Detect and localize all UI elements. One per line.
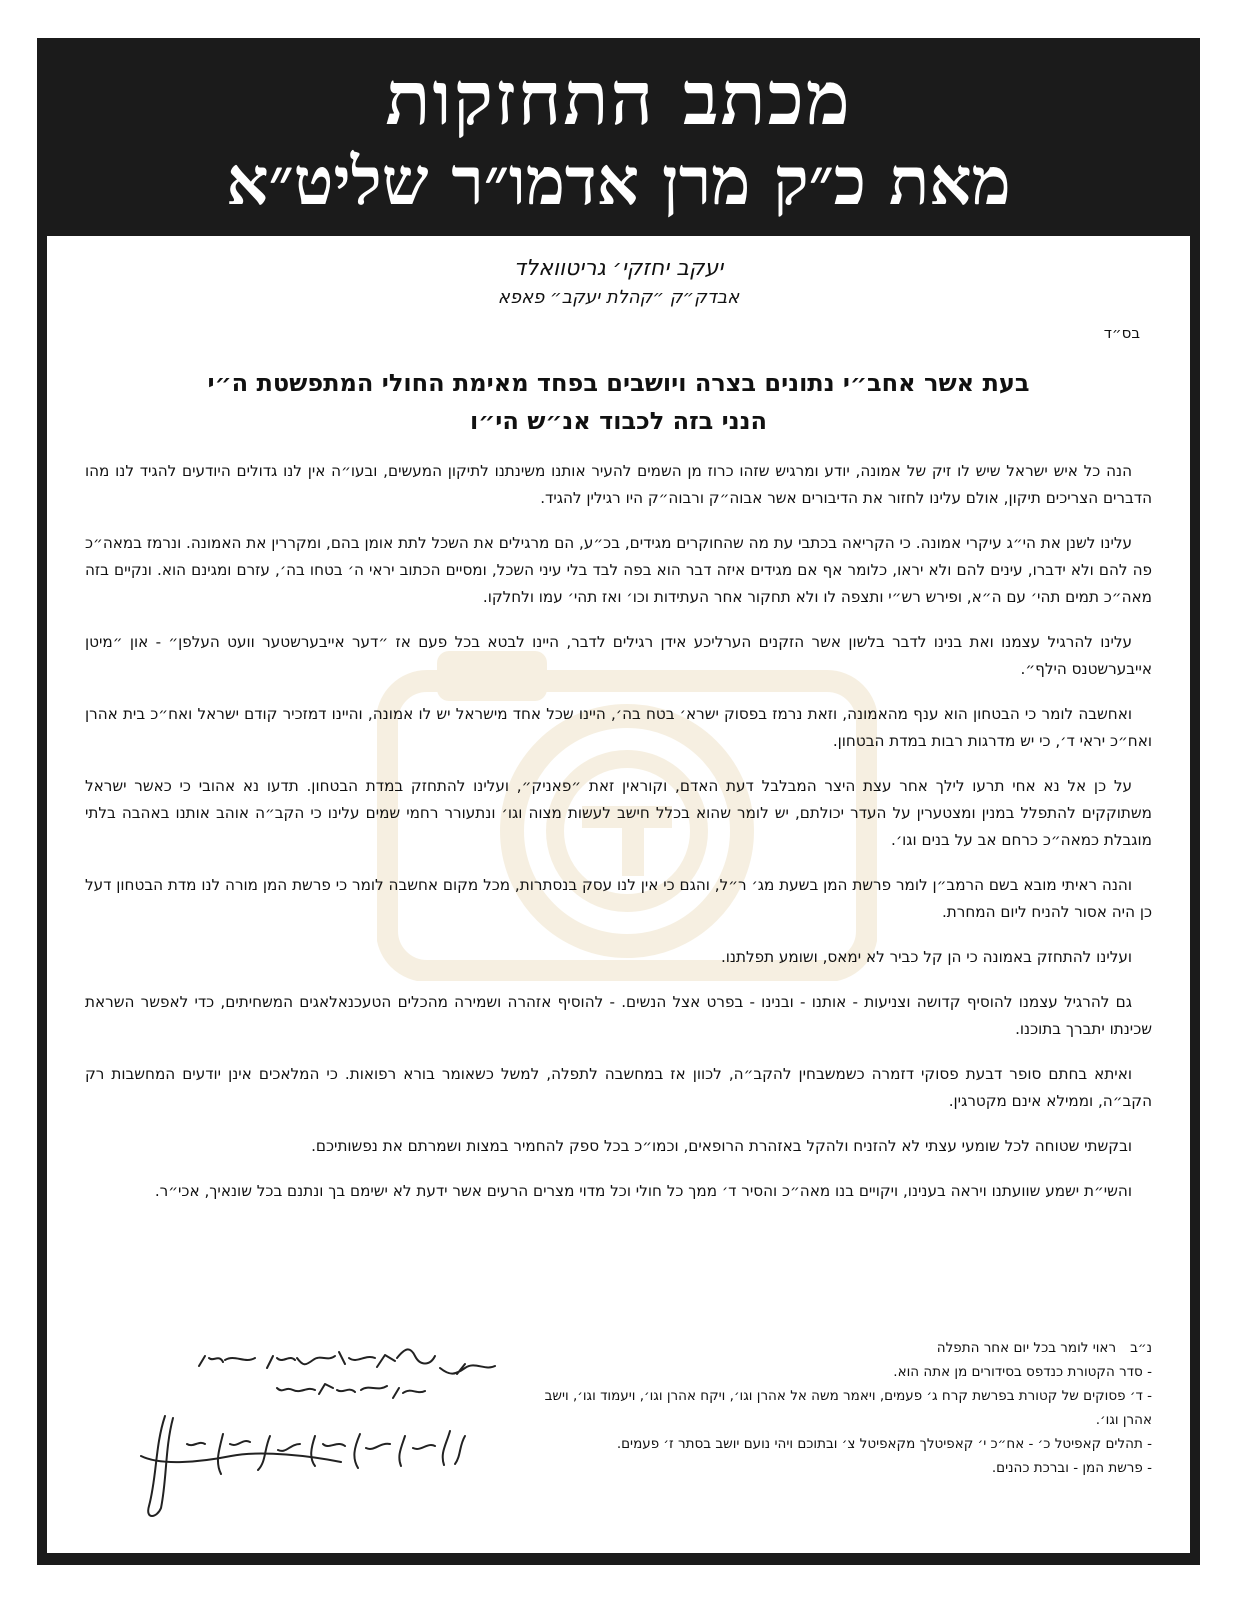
- list-item: - תהלים קאפיטל כ׳ - אח״כ י׳ קאפיטלך מקאפיטל צ׳ ובתוכם ויהי נועם יושב בסתר ז׳ פעמים.: [532, 1432, 1152, 1456]
- letter-footer: [85, 1336, 1152, 1536]
- letterhead: [47, 256, 1190, 308]
- paragraph: גם להרגיל עצמנו להוסיף קדושה וצניעות - אותנו - ובנינו - בפרט אצל הנשים. - להוסיף אזהרה ושמירה מהכלים הטעכנאלאגים המשחיתים, כדי לאפשר השראת שכינתו יתברך בתוכנו.: [85, 993, 1152, 1038]
- headline-line-1: בעת אשר אחב״י נתונים בצרה ויושבים בפחד מאימת החולי המתפשטת ה״י: [207, 369, 1030, 397]
- paragraph: הנה כל איש ישראל שיש לו זיק של אמונה, יודע ומרגיש שזהו כרוז מן השמים להעיר אותנו משינתנו לתיקון המעשים, ובעו״ה אין לנו גדולים היודעים להגיד לנו מהו הדברים הצריכים תיקון, אולם עלינו לחזור את הדיבורים אשר אבוה״ק ורבוה״ק היו רגילין להגיד.: [85, 462, 1152, 507]
- paragraph: והשי״ת ישמע שוועתנו ויראה בענינו, ויקויים בנו מאה״כ והסיר ד׳ ממך כל חולי וכל מדוי מצרים הרעים אשר ידעת לא ישימם בך ונתנם בכל שונאיך, אכי״ר.: [154, 1182, 1132, 1200]
- nb-text: ראוי לומר בכל יום אחר התפלה: [936, 1340, 1117, 1356]
- bsd-mark: בס״ד: [1103, 324, 1140, 342]
- document-frame: [37, 38, 1200, 1565]
- paragraph: ואחשבה לומר כי הבטחון הוא ענף מהאמונה, וזאת נרמז בפסוק ישרא׳ בטח בה׳, היינו שכל אחד מישראל יש לו אמונה, והיינו דמזכיר קודם ישראל ואח״כ בית אהרן ואח״כ יראי ד׳, כי יש מדרגות רבות במדת הבטחון.: [85, 705, 1152, 750]
- postscript-notes: [532, 1336, 1152, 1480]
- page-title: מכתב התחזקות: [385, 56, 852, 142]
- header-banner: [37, 38, 1200, 238]
- paragraph: והנה ראיתי מובא בשם הרמב״ן לומר פרשת המן בשעת מג׳ ר״ל, והגם כי אין לנו עסק בנסתרות, מכל מקום אחשבה לומר כי פרשת המן מורה לנו מדת הבטחון דעל כן היה אסור להניח ליום המחרת.: [85, 876, 1152, 921]
- nb-line: [532, 1336, 1152, 1360]
- paragraph: עלינו להרגיל עצמנו ואת בנינו לדבר בלשון אשר הזקנים הערליכע אידן רגילים לדבר, היינו לבטא בכל פעם אז ״דער אייבערשטער וועט העלפן״ - און ״מיטן אייבערשטנס הילף״.: [85, 633, 1152, 678]
- paragraph: על כן אל נא אחי תרעו לילך אחר עצת היצר המבלבל דעת האדם, וקוראין זאת ״פאניק״, ועלינו להתחזק במדת הבטחון. תדעו נא אהובי כי כאשר ישראל משתוקקים להתפלל במנין ומצטערין על העדר יכולתם, יש לומר שהוא בכלל חישב לעשות מצוה וגו׳ ונתעורר רחמי שמים עלינו כי הקב״ה אוהב אותנו באהבה בלתי מוגבלת כמאה״כ כרחם אב על בנים וגו׳.: [85, 777, 1152, 849]
- list-item: - סדר הקטורת כנדפס בסידורים מן אתה הוא.: [532, 1360, 1152, 1384]
- list-item: - פרשת המן - וברכת כהנים.: [532, 1456, 1152, 1480]
- notes-list: [532, 1360, 1152, 1480]
- handwritten-signature: [105, 1336, 525, 1536]
- paragraph: ועלינו להתחזק באמונה כי הן קל כביר לא ימאס, ושומע תפלתנו.: [720, 948, 1132, 966]
- letter-body: [85, 458, 1152, 1223]
- letter-headline: [87, 364, 1150, 440]
- headline-line-2: הנני בזה לכבוד אנ״ש הי״ו: [470, 407, 767, 435]
- paragraph: עלינו לשנן את הי״ג עיקרי אמונה. כי הקריאה בכתבי עת מה שהחוקרים מגידים, בכ״ע, הם מרגילים את השכל לתת אומן בהם, ומקררין את האמונה. ונרמז במאה״כ פה להם ולא ידברו, עינים להם ולא יראו, כלומר אף אם מגידים איזה דבר הוא בפה לבד בלי עיני השכל, ומסיים הכתוב יראי ה׳ בטחו בה׳, עזרם ומגינם הוא. ונקיים בזה מאה״כ תמים תהי׳ עם ה״א, ופירש רש״י ותצפה לו ולא תחקור אחר העתידות וכו׳ ואז תהי׳ עמו ולחלקו.: [85, 534, 1152, 606]
- list-item: - ד׳ פסוקים של קטורת בפרשת קרח ג׳ פעמים, ויאמר משה אל אהרן וגו׳, ויקח אהרן וגו׳, ויעמוד וגו׳, וישב אהרן וגו׳.: [532, 1384, 1152, 1432]
- paragraph: ובקשתי שטוחה לכל שומעי עצתי לא להזניח ולהקל באזהרת הרופאים, וכמו״כ בכל ספק להחמיר במצות ושמרתם את נפשותיכם.: [311, 1137, 1132, 1155]
- nb-label: נ״ב: [1130, 1340, 1152, 1356]
- letter-paper: [47, 236, 1190, 1553]
- letterhead-title: אבדק״ק ״קהלת יעקב״ פאפא: [497, 287, 740, 308]
- page-subtitle: מאת כ״ק מרן אדמו״ר שליט״א: [226, 142, 1011, 220]
- letterhead-name: יעקב יחזקי׳ גריטוואלד: [513, 256, 724, 281]
- paragraph: ואיתא בחתם סופר דבעת פסוקי דזמרה כשמשבחין להקב״ה, לכוון אז במחשבה לתפלה, למשל כשאומר בורא רפואות. כי המלאכים אינן יודעים המחשבות רק הקב״ה, וממילא אינם מקטרגין.: [85, 1065, 1152, 1110]
